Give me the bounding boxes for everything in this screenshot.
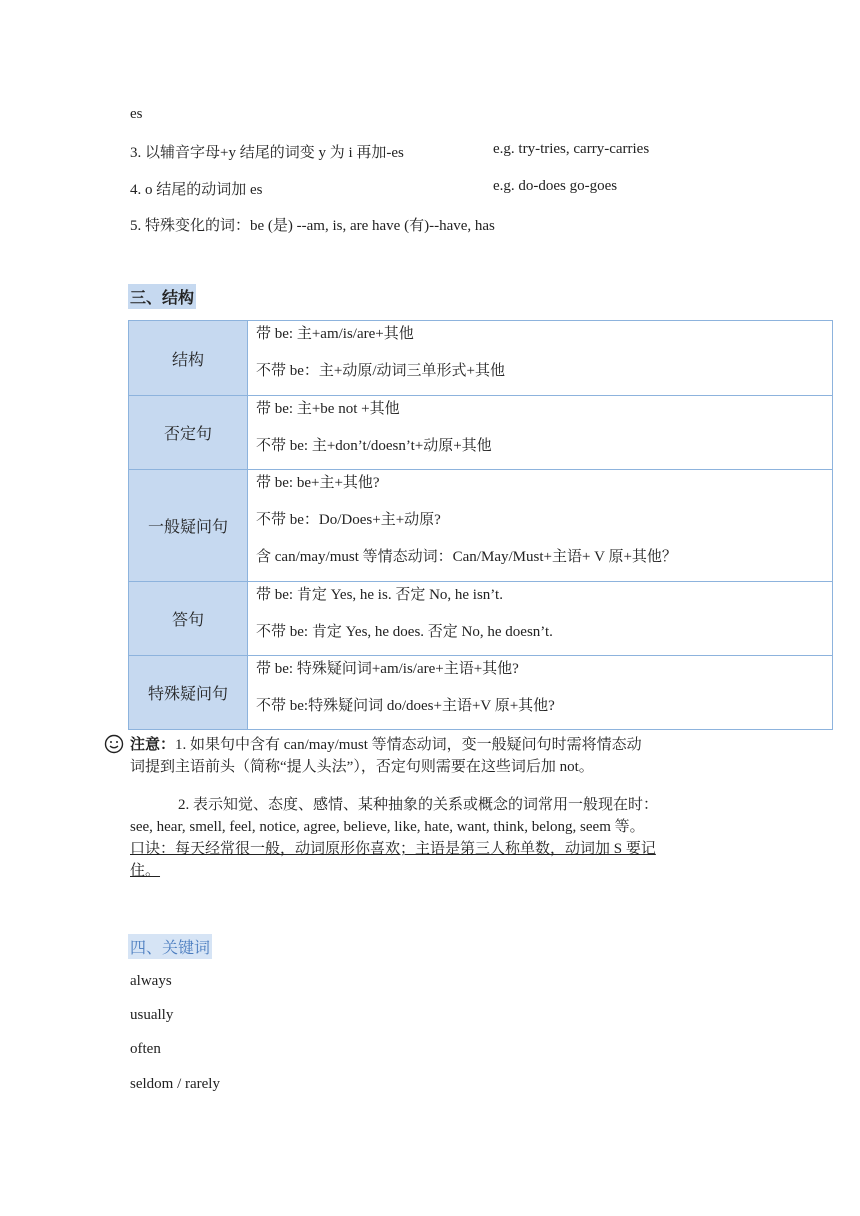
note-point-1-line-2: 词提到主语前头（简称“提人头法”），否定句则需要在这些词后加 not。	[130, 759, 594, 775]
row-label: 答句	[129, 582, 248, 656]
content-line: 带 be: be+主+其他?	[256, 475, 380, 491]
content-line: 含 can/may/must 等情态动词：Can/May/Must+主语+ V 原+其他？	[256, 549, 677, 565]
row-content	[248, 321, 833, 396]
rule-3-text: 3. 以辅音字母+y 结尾的词变 y 为 i 再加-es	[130, 145, 404, 161]
content-line: 不带 be:特殊疑问词 do/does+主语+V 原+其他?	[256, 698, 555, 714]
rule-5-text: 5. 特殊变化的词：be (是) --am, is, are have (有)--have, has	[130, 218, 495, 234]
row-content	[248, 656, 833, 730]
row-label: 否定句	[129, 396, 248, 470]
mnemonic-line-2: 住。	[130, 863, 161, 879]
content-line: 带 be: 主+be not +其他	[256, 401, 400, 417]
note-point-1	[130, 734, 740, 778]
row-content	[248, 582, 833, 656]
table-row	[129, 321, 833, 396]
row-label: 一般疑问句	[129, 470, 248, 582]
structure-table	[128, 320, 833, 730]
content-line: 不带 be: 肯定 Yes, he does. 否定 No, he doesn’t.	[256, 624, 553, 640]
keyword-item: always	[130, 973, 172, 989]
content-line: 带 be: 肯定 Yes, he is. 否定 No, he isn’t.	[256, 587, 503, 603]
table-row	[129, 656, 833, 730]
rule-es-tail: es	[130, 106, 143, 122]
rule-3-example: e.g. try-tries, carry-carries	[493, 141, 650, 157]
row-content	[248, 470, 833, 582]
content-line: 带 be: 特殊疑问词+am/is/are+主语+其他?	[256, 661, 519, 677]
note-label: 注意：	[130, 737, 176, 753]
section-4-title: 四、关键词	[128, 934, 212, 959]
keyword-item: seldom / rarely	[130, 1076, 220, 1092]
note-point-2	[130, 794, 740, 882]
table-row	[129, 396, 833, 470]
note-point-2-line-2: see, hear, smell, feel, notice, agree, believe, like, hate, want, think, belong, seem 等。	[130, 819, 645, 835]
note-point-1-line-1: 1. 如果句中含有 can/may/must 等情态动词，变一般疑问句时需将情态动	[175, 737, 642, 753]
content-line: 不带 be: 主+don’t/doesn’t+动原+其他	[256, 438, 492, 454]
keyword-item: often	[130, 1041, 161, 1057]
row-label: 结构	[129, 321, 248, 396]
content-line: 带 be: 主+am/is/are+其他	[256, 326, 414, 342]
smiley-icon	[104, 734, 124, 754]
content-line: 不带 be：Do/Does+主+动原?	[256, 512, 441, 528]
row-label: 特殊疑问句	[129, 656, 248, 730]
table-row	[129, 470, 833, 582]
content-line: 不带 be：主+动原/动词三单形式+其他	[256, 363, 505, 379]
row-content	[248, 396, 833, 470]
section-3-title: 三、结构	[128, 284, 196, 309]
mnemonic-line-1: 口诀：每天经常很一般，动词原形你喜欢；主语是第三人称单数，动词加 S 要记	[130, 841, 656, 857]
rule-4-example: e.g. do-does go-goes	[493, 178, 618, 194]
table-row	[129, 582, 833, 656]
note-point-2-line-1: 2. 表示知觉、态度、感情、某种抽象的关系或概念的词常用一般现在时：	[178, 797, 659, 813]
rule-4-text: 4. o 结尾的动词加 es	[130, 182, 263, 198]
keyword-item: usually	[130, 1007, 174, 1023]
